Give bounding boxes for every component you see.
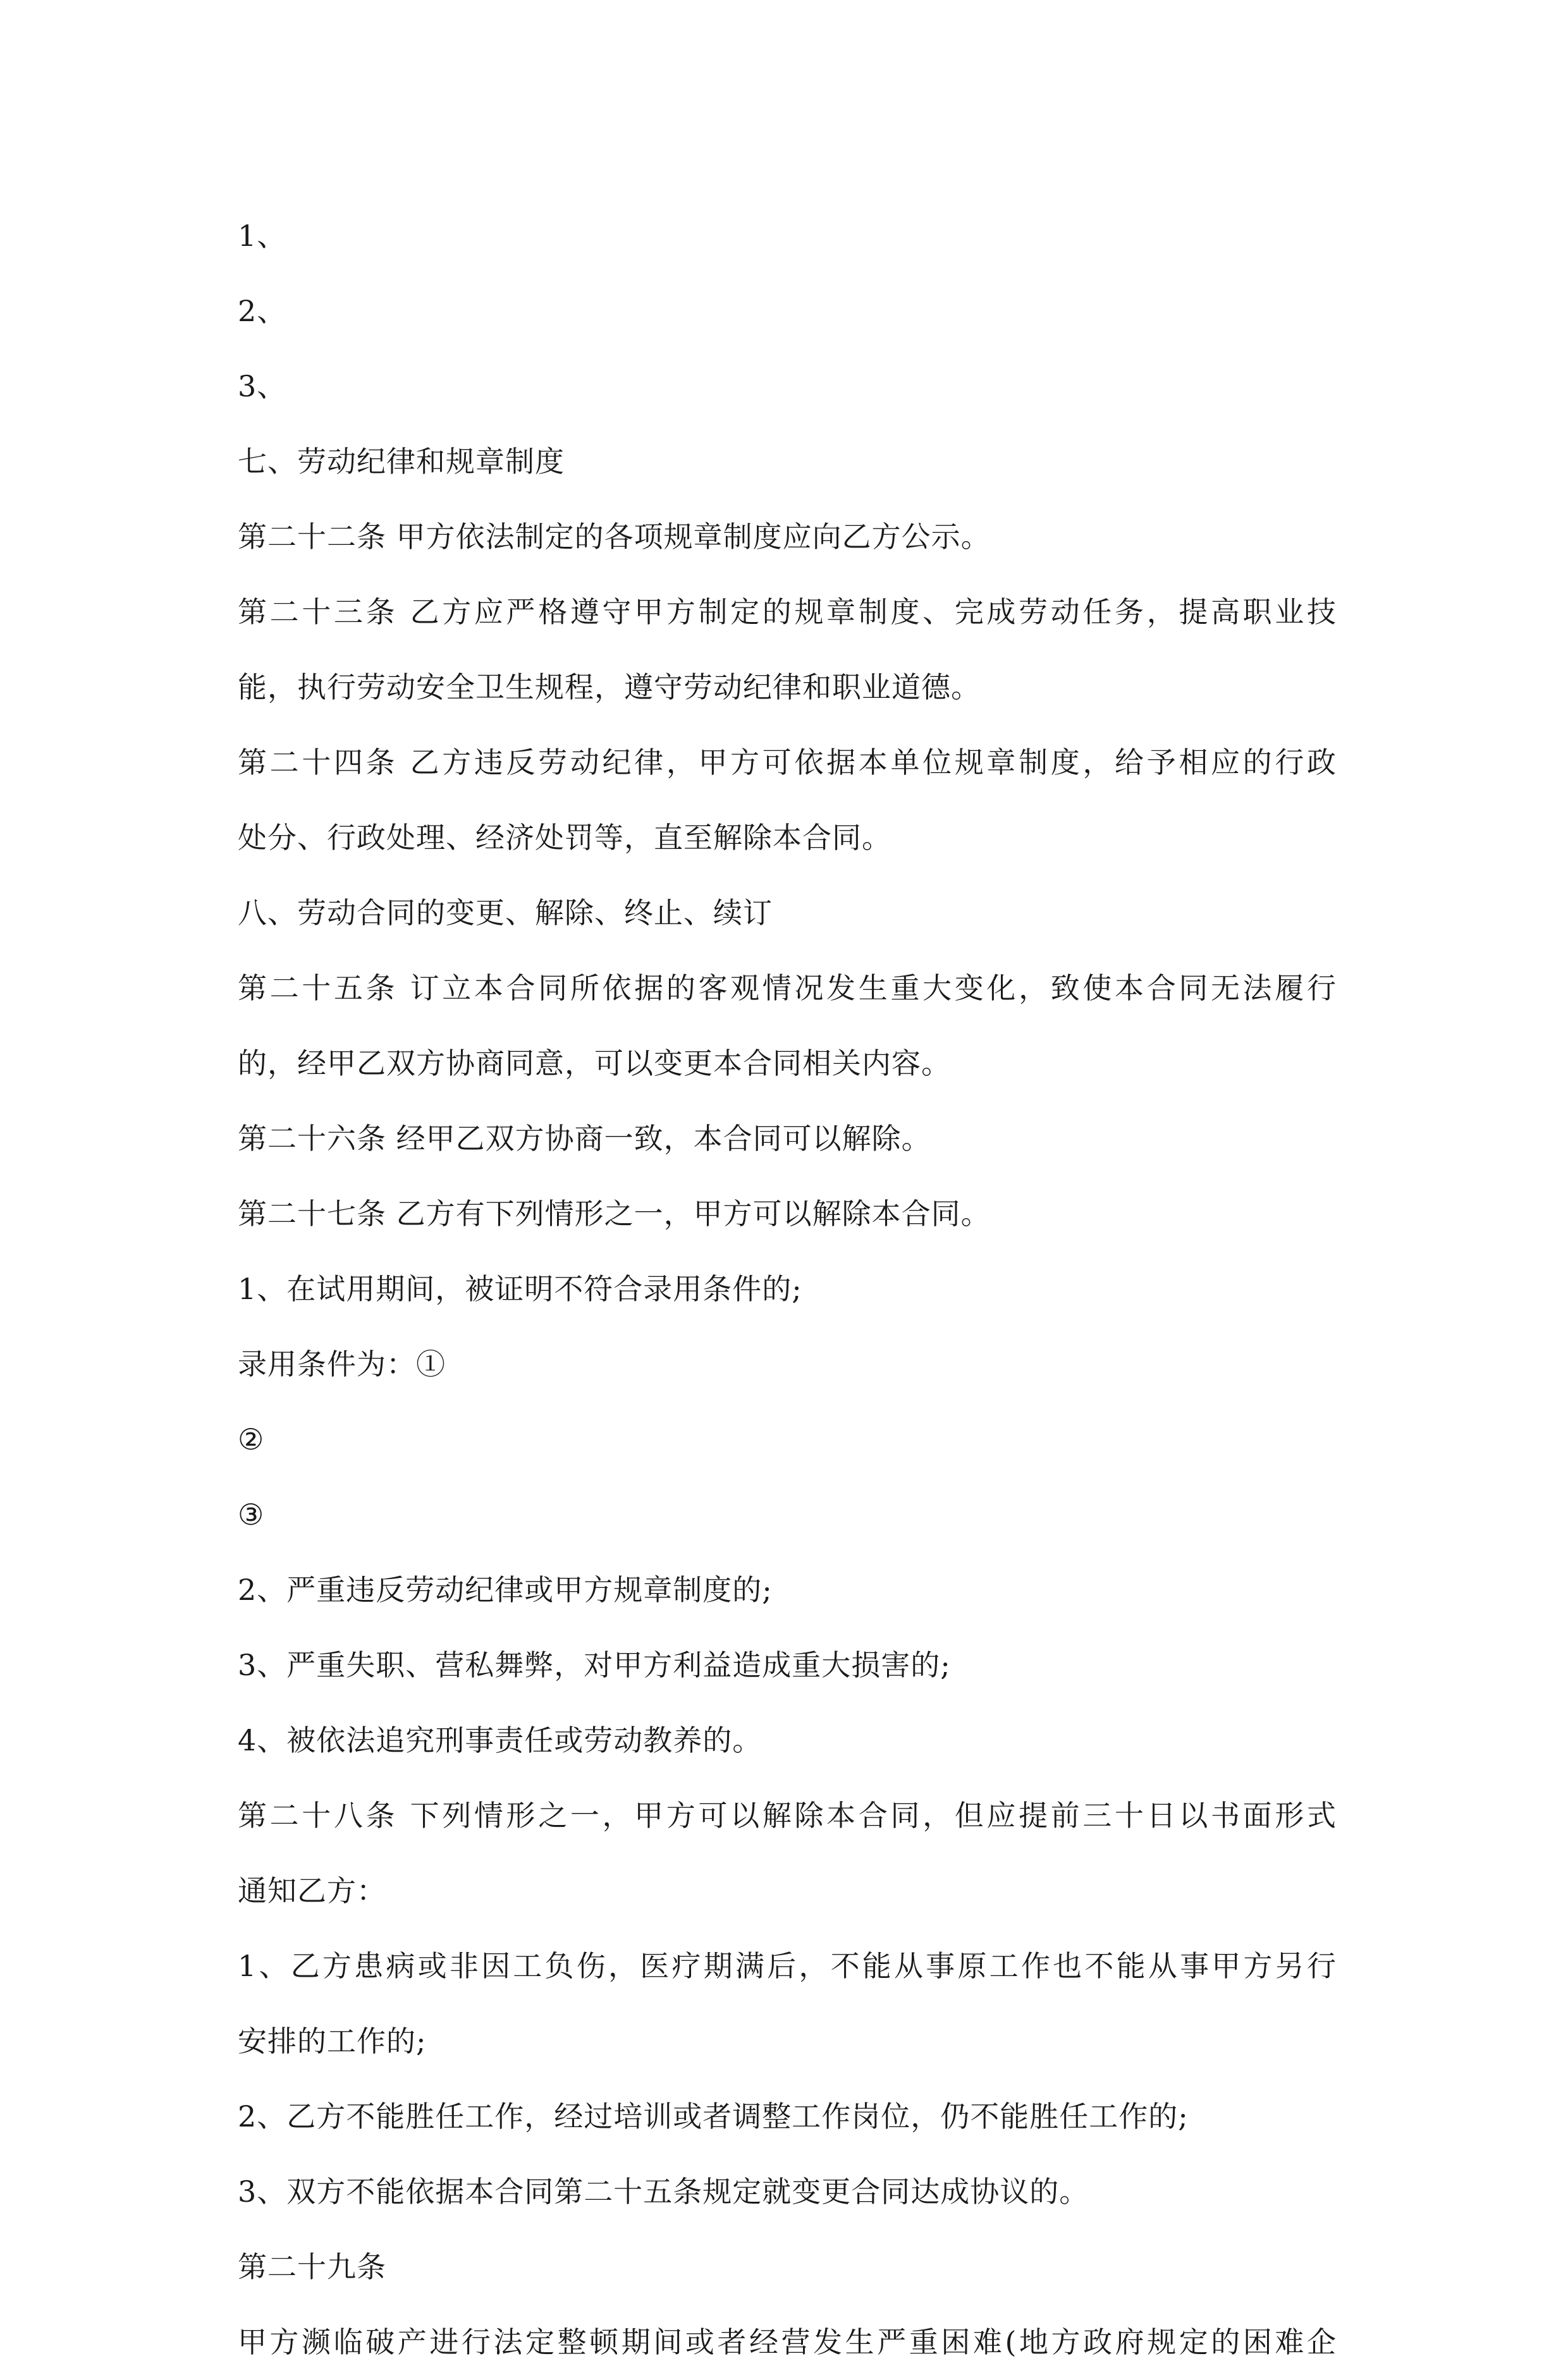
article-28-item-2: 2、乙方不能胜任工作，经过培训或者调整工作岗位，仍不能胜任工作的; [238,2099,1189,2133]
article-28-line-1: 第二十八条 下列情形之一，甲方可以解除本合同，但应提前三十日以书面形式 [238,1798,1337,1833]
article-23-line-2: 能，执行劳动安全卫生规程，遵守劳动纪律和职业道德。 [238,670,981,704]
article-24-line-2: 处分、行政处理、经济处罚等，直至解除本合同。 [238,821,891,855]
article-27-item-4: 4、被依法追究刑事责任或劳动教养的。 [238,1723,763,1757]
article-27-item-2: 2、严重违反劳动纪律或甲方规章制度的; [238,1573,773,1607]
article-29-body-line-1: 甲方濒临破产进行法定整顿期间或者经营发生严重困难(地方政府规定的困难企 [238,2325,1337,2359]
section-heading-labor-discipline: 七、劳动纪律和规章制度 [238,444,565,479]
article-24-line-1: 第二十四条 乙方违反劳动纪律，甲方可依据本单位规章制度，给予相应的行政 [238,745,1337,779]
hiring-conditions-2: ② [238,1422,265,1456]
article-27: 第二十七条 乙方有下列情形之一，甲方可以解除本合同。 [238,1197,991,1231]
article-29-heading: 第二十九条 [238,2250,386,2284]
article-25-line-2: 的，经甲乙双方协商同意，可以变更本合同相关内容。 [238,1046,951,1080]
list-item-1-blank: 1、 [238,219,287,253]
article-27-item-3: 3、严重失职、营私舞弊，对甲方利益造成重大损害的; [238,1648,951,1682]
hiring-conditions-1: 录用条件为：① [238,1347,446,1381]
article-28-item-1-line-2: 安排的工作的; [238,2024,427,2058]
article-22: 第二十二条 甲方依法制定的各项规章制度应向乙方公示。 [238,520,991,554]
list-item-2-blank: 2、 [238,294,287,328]
article-28-line-2: 通知乙方： [238,1874,386,1908]
article-28-item-1-line-1: 1、乙方患病或非因工负伤，医疗期满后，不能从事原工作也不能从事甲方另行 [238,1949,1337,1983]
article-25-line-1: 第二十五条 订立本合同所依据的客观情况发生重大变化，致使本合同无法履行 [238,971,1337,1005]
article-23-line-1: 第二十三条 乙方应严格遵守甲方制定的规章制度、完成劳动任务，提高职业技 [238,595,1337,629]
article-27-item-1: 1、在试用期间，被证明不符合录用条件的; [238,1272,802,1306]
document-body [238,198,1337,2380]
hiring-conditions-3: ③ [238,1498,265,1532]
article-28-item-3: 3、双方不能依据本合同第二十五条规定就变更合同达成协议的。 [238,2175,1089,2209]
article-26: 第二十六条 经甲乙双方协商一致，本合同可以解除。 [238,1121,931,1156]
section-heading-contract-change: 八、劳动合同的变更、解除、终止、续订 [238,896,773,930]
list-item-3-blank: 3、 [238,369,287,403]
